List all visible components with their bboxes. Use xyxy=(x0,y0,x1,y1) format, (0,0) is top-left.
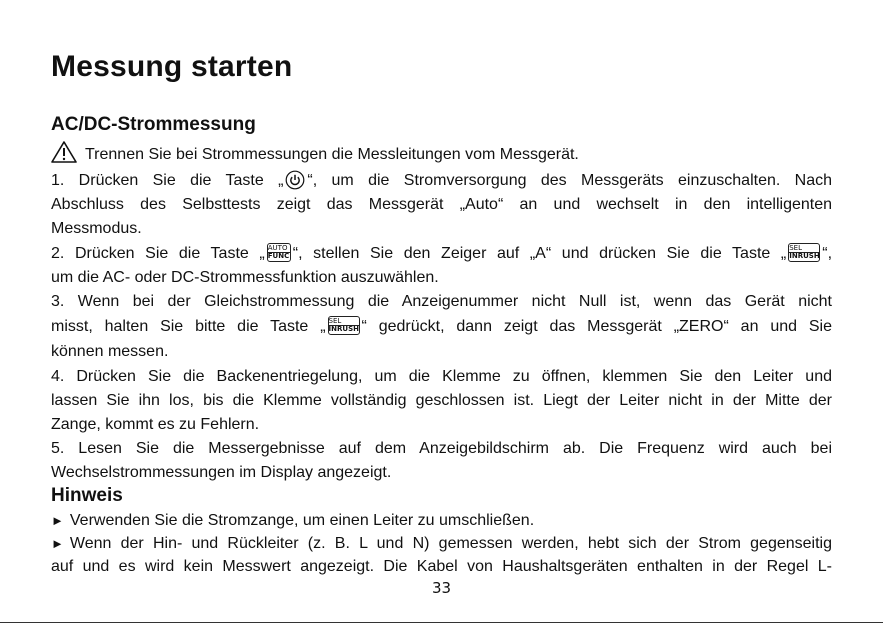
step2-text-a: 2. Drücken Sie die Taste „ xyxy=(51,245,265,262)
step3-line3: können messen. xyxy=(51,343,169,360)
sel-inrush-key-icon xyxy=(328,316,360,335)
step2-line2: um die AC- oder DC-Strommessfunktion auszuwählen. xyxy=(51,269,439,286)
hint-bullet-2-line2: auf und es wird kein Messwert angezeigt. Die Kabel von Haushaltsgeräten enthalten in der Regel L- xyxy=(51,558,832,575)
sel-key-top-label: SEL xyxy=(789,244,819,253)
power-icon xyxy=(285,170,305,190)
step1-text-b: “, um die Stromversorgung des Messgeräts einzuschalten. Nach xyxy=(307,172,833,189)
bottom-divider xyxy=(0,622,883,623)
step3-line1: 3. Wenn bei der Gleichstrommessung die Anzeigenummer nicht Null ist, wenn das Gerät nicht xyxy=(51,293,832,310)
step1-line1 xyxy=(51,169,832,193)
warning-triangle-icon xyxy=(51,141,77,163)
hint-bullet-1 xyxy=(51,509,832,533)
bullet-triangle-icon: ► xyxy=(51,513,64,528)
hint-bullet-2-line1 xyxy=(51,532,832,556)
step1-line3: Messmodus. xyxy=(51,220,142,237)
step4-line3: Zange, kommt es zu Fehlern. xyxy=(51,416,260,433)
step4-line1: 4. Drücken Sie die Backenentriegelung, um die Klemme zu öffnen, klemmen Sie den Leiter und xyxy=(51,368,832,385)
step2-line1 xyxy=(51,242,832,266)
sel-key-bottom-label: INRUSH xyxy=(328,325,359,333)
sel-key-bottom-label: INRUSH xyxy=(789,252,820,260)
step5-line2: Wechselstrommessungen im Display angezeigt. xyxy=(51,464,392,481)
page-title: Messung starten xyxy=(51,50,293,83)
step2-text-c: “, xyxy=(822,245,833,262)
step2-text-b: “, stellen Sie den Zeiger auf „A“ und drücken Sie die Taste „ xyxy=(292,245,787,262)
step3-line2 xyxy=(51,315,832,339)
step4-line2: lassen Sie ihn los, bis die Klemme vollständig geschlossen ist. Liegt der Leiter nicht in der Mitte der xyxy=(51,392,832,409)
step3-text-a: misst, halten Sie bitte die Taste „ xyxy=(51,318,326,335)
page-number: 33 xyxy=(431,579,452,597)
sel-inrush-key-icon xyxy=(788,243,820,262)
step3-text-b: “ gedrückt, dann zeigt das Messgerät „ZERO“ an und Sie xyxy=(361,318,833,335)
bullet1-text: Verwenden Sie die Stromzange, um einen Leiter zu umschließen. xyxy=(69,512,535,529)
warning-text: Trennen Sie bei Strommessungen die Messleitungen vom Messgerät. xyxy=(85,146,579,163)
step5-line1: 5. Lesen Sie die Messergebnisse auf dem Anzeigebildschirm ab. Die Frequenz wird auch bei xyxy=(51,440,832,457)
auto-func-key-icon xyxy=(267,243,291,262)
hint-heading: Hinweis xyxy=(51,485,123,506)
step1-text-a: 1. Drücken Sie die Taste „ xyxy=(51,172,284,189)
sel-key-top-label: SEL xyxy=(329,317,359,326)
auto-key-top-label: AUTO xyxy=(268,244,290,253)
step1-line2: Abschluss des Selbsttests zeigt das Messgerät „Auto“ an und wechselt in den intelligenten xyxy=(51,196,832,213)
bullet-triangle-icon: ► xyxy=(51,536,64,551)
bullet2-text-line1: Wenn der Hin- und Rückleiter (z. B. L und N) gemessen werden, hebt sich der Strom gegenseitig xyxy=(69,535,832,552)
warning-line xyxy=(51,141,832,167)
section-heading: AC/DC-Strommessung xyxy=(51,114,256,135)
auto-key-bottom-label: FUNC xyxy=(267,252,290,260)
